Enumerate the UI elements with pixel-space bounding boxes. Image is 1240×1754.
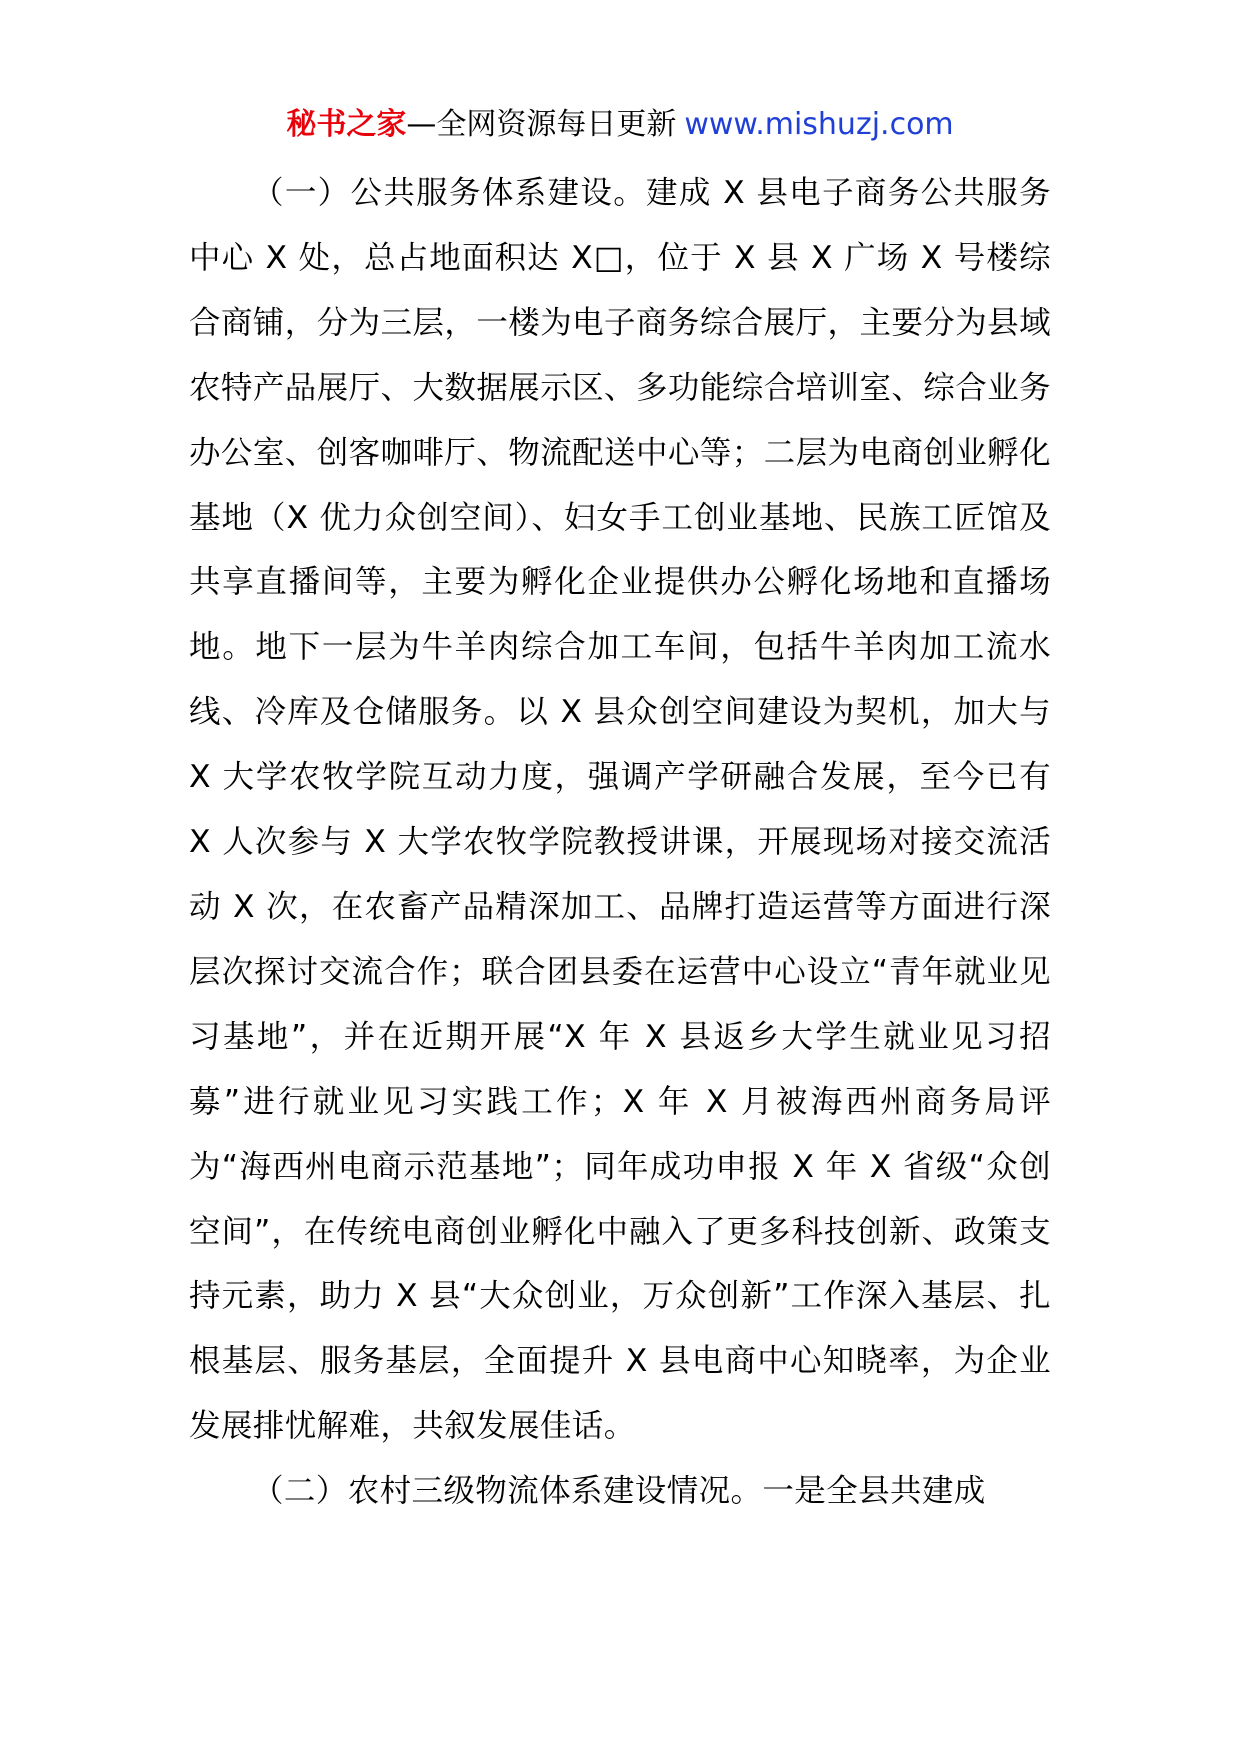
site-url-link[interactable]: www.mishuzj.com [684,107,954,142]
site-header [0,100,1240,150]
paragraph-public-service: （一）公共服务体系建设。建成 X 县电子商务公共服务中心 X 处，总占地面积达 X□，位于 X 县 X 广场 X 号楼综合商铺，分为三层，一楼为电子商务综合展厅，主要分为县域农特产品展厅、大数据展示区、多功能综合培训室、综合业务办公室、创客咖啡厅、物流配送中心等；二层为电商创业孵化基地（X 优力众创空间）、妇女手工创业基地、民族工匠馆及共享直播间等，主要为孵化企业提供办公孵化场地和直播场地。地下一层为牛羊肉综合加工车间，包括牛羊肉加工流水线、冷库及仓储服务。以 X 县众创空间建设为契机，加大与 X 大学农牧学院互动力度，强调产学研融合发展，至今已有 X 人次参与 X 大学农牧学院教授讲课，开展现场对接交流活动 X 次，在农畜产品精深加工、品牌打造运营等方面进行深层次探讨交流合作；联合团县委在运营中心设立“青年就业见习基地”，并在近期开展“X 年 X 县返乡大学生就业见习招募”进行就业见习实践工作；X 年 X 月被海西州商务局评为“海西州电商示范基地”；同年成功申报 X 年 X 省级“众创空间”，在传统电商创业孵化中融入了更多科技创新、政策支持元素，助力 X 县“大众创业，万众创新”工作深入基层、扎根基层、服务基层，全面提升 X 县电商中心知晓率，为企业发展排忧解难，共叙发展佳话。 [189,175,1051,1445]
document-body [189,161,1051,1524]
site-brand: 秘书之家 [286,107,407,142]
site-slogan: —全网资源每日更新 [406,107,677,142]
paragraph-logistics: （二）农村三级物流体系建设情况。一是全县共建成 [252,1473,986,1510]
